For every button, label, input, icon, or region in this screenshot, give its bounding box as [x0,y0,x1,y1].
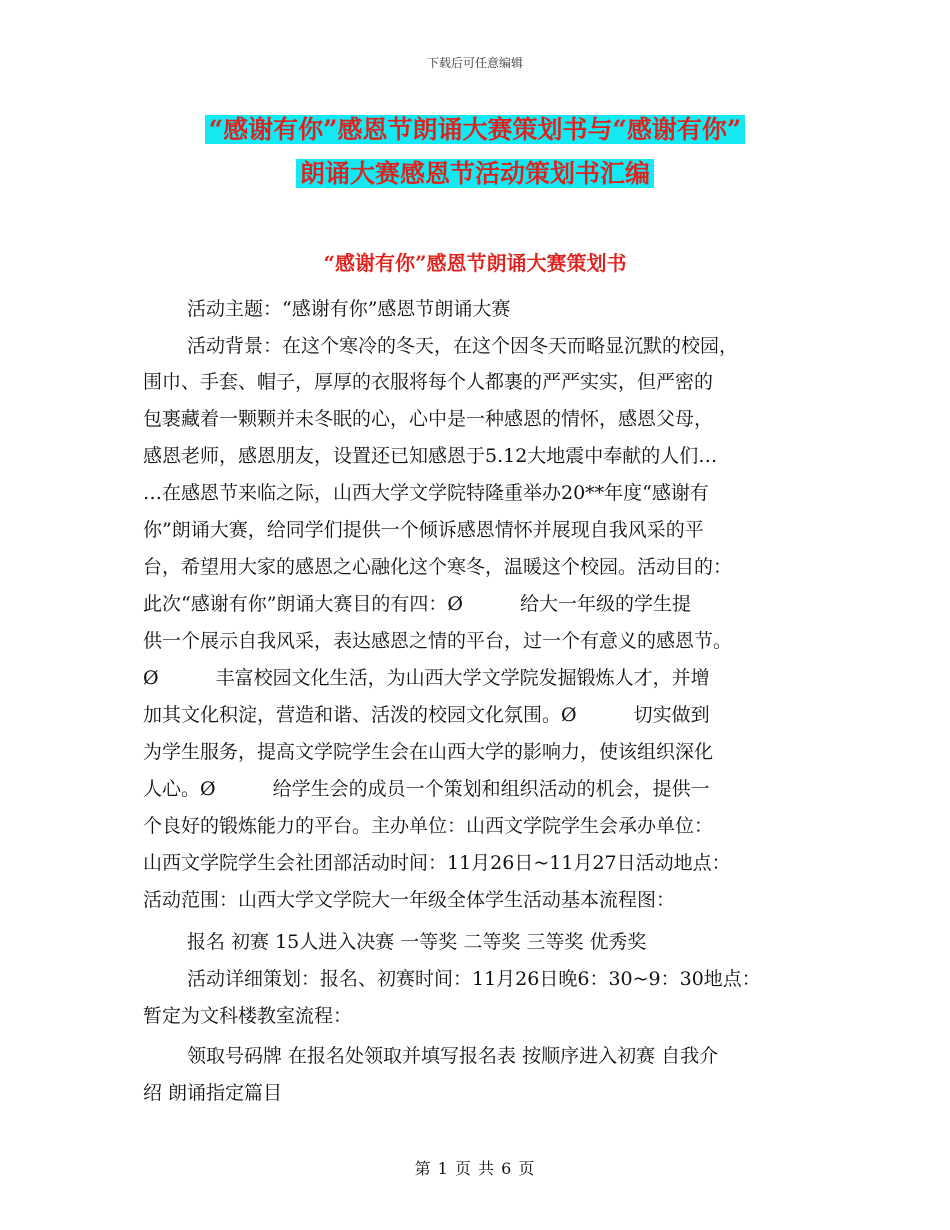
paragraph-line: 供一个展示自我风采，表达感恩之情的平台，过一个有意义的感恩节。 [143,630,733,652]
paragraph-line: 围巾、手套、帽子，厚厚的衣服将每个人都裹的严严实实，但严密的 [143,371,714,393]
paragraph-line: 包裹藏着一颗颗并未冬眠的心，心中是一种感恩的情怀，感恩父母， [143,408,714,430]
flow-steps-line: 领取号码牌 在报名处领取并填写报名表 按顺序进入初赛 自我介 [187,1045,719,1067]
section-title: “感谢有你”感恩节朗诵大赛策划书 [323,251,627,275]
document-title-line-1: “感谢有你”感恩节朗诵大赛策划书与“感谢有你” [0,113,950,147]
paragraph-line: 加其文化积淀，营造和谐、活泼的校园文化氛围。Ø 切实做到 [143,704,710,726]
paragraph-line: 活动背景：在这个寒冷的冬天，在这个因冬天而略显沉默的校园， [187,335,739,357]
page-header-note: 下载后可任意编辑 [426,56,523,70]
paragraph-line: 人心。Ø 给学生会的成员一个策划和组织活动的机会，提供一 [143,778,710,800]
paragraph-line: …在感恩节来临之际，山西大学文学院特隆重举办20**年度“感谢有 [143,482,709,504]
paragraph-line: 活动主题：“感谢有你”感恩节朗诵大赛 [187,298,511,320]
paragraph-line: 活动范围：山西大学文学院大一年级全体学生活动基本流程图： [143,889,676,911]
paragraph-line: 为学生服务，提高文学院学生会在山西大学的影响力，使该组织深化 [143,741,714,763]
document-title-line-2: 朗诵大赛感恩节活动策划书汇编 [0,157,950,191]
paragraph-line: 此次“感谢有你”朗诵大赛目的有四：Ø 给大一年级的学生提 [143,593,692,615]
paragraph-line: Ø 丰富校园文化生活，为山西大学文学院发掘锻炼人才，并增 [143,667,710,689]
paragraph-line: 暂定为文科楼教室流程： [143,1005,353,1027]
paragraph-line: 感恩老师，感恩朋友，设置还已知感恩于5.12大地震中奉献的人们… [143,445,718,467]
paragraph-line: 山西文学院学生会社团部活动时间：11月26日~11月27日活动地点： [143,852,731,874]
page-number: 第 1 页 共 6 页 [414,1159,536,1178]
flow-steps-line: 绍 朗诵指定篇目 [143,1082,283,1104]
flow-chart-steps: 报名 初赛 15人进入决赛 一等奖 二等奖 三等奖 优秀奖 [187,931,647,953]
paragraph-line: 台，希望用大家的感恩之心融化这个寒冬，温暖这个校园。活动目的： [143,556,733,578]
paragraph-line: 个良好的锻炼能力的平台。主办单位：山西文学院学生会承办单位： [143,815,714,837]
paragraph-line: 活动详细策划：报名、初赛时间：11月26日晚6：30~9：30地点： [187,968,761,990]
paragraph-line: 你”朗诵大赛，给同学们提供一个倾诉感恩情怀并展现自我风采的平 [143,519,704,541]
